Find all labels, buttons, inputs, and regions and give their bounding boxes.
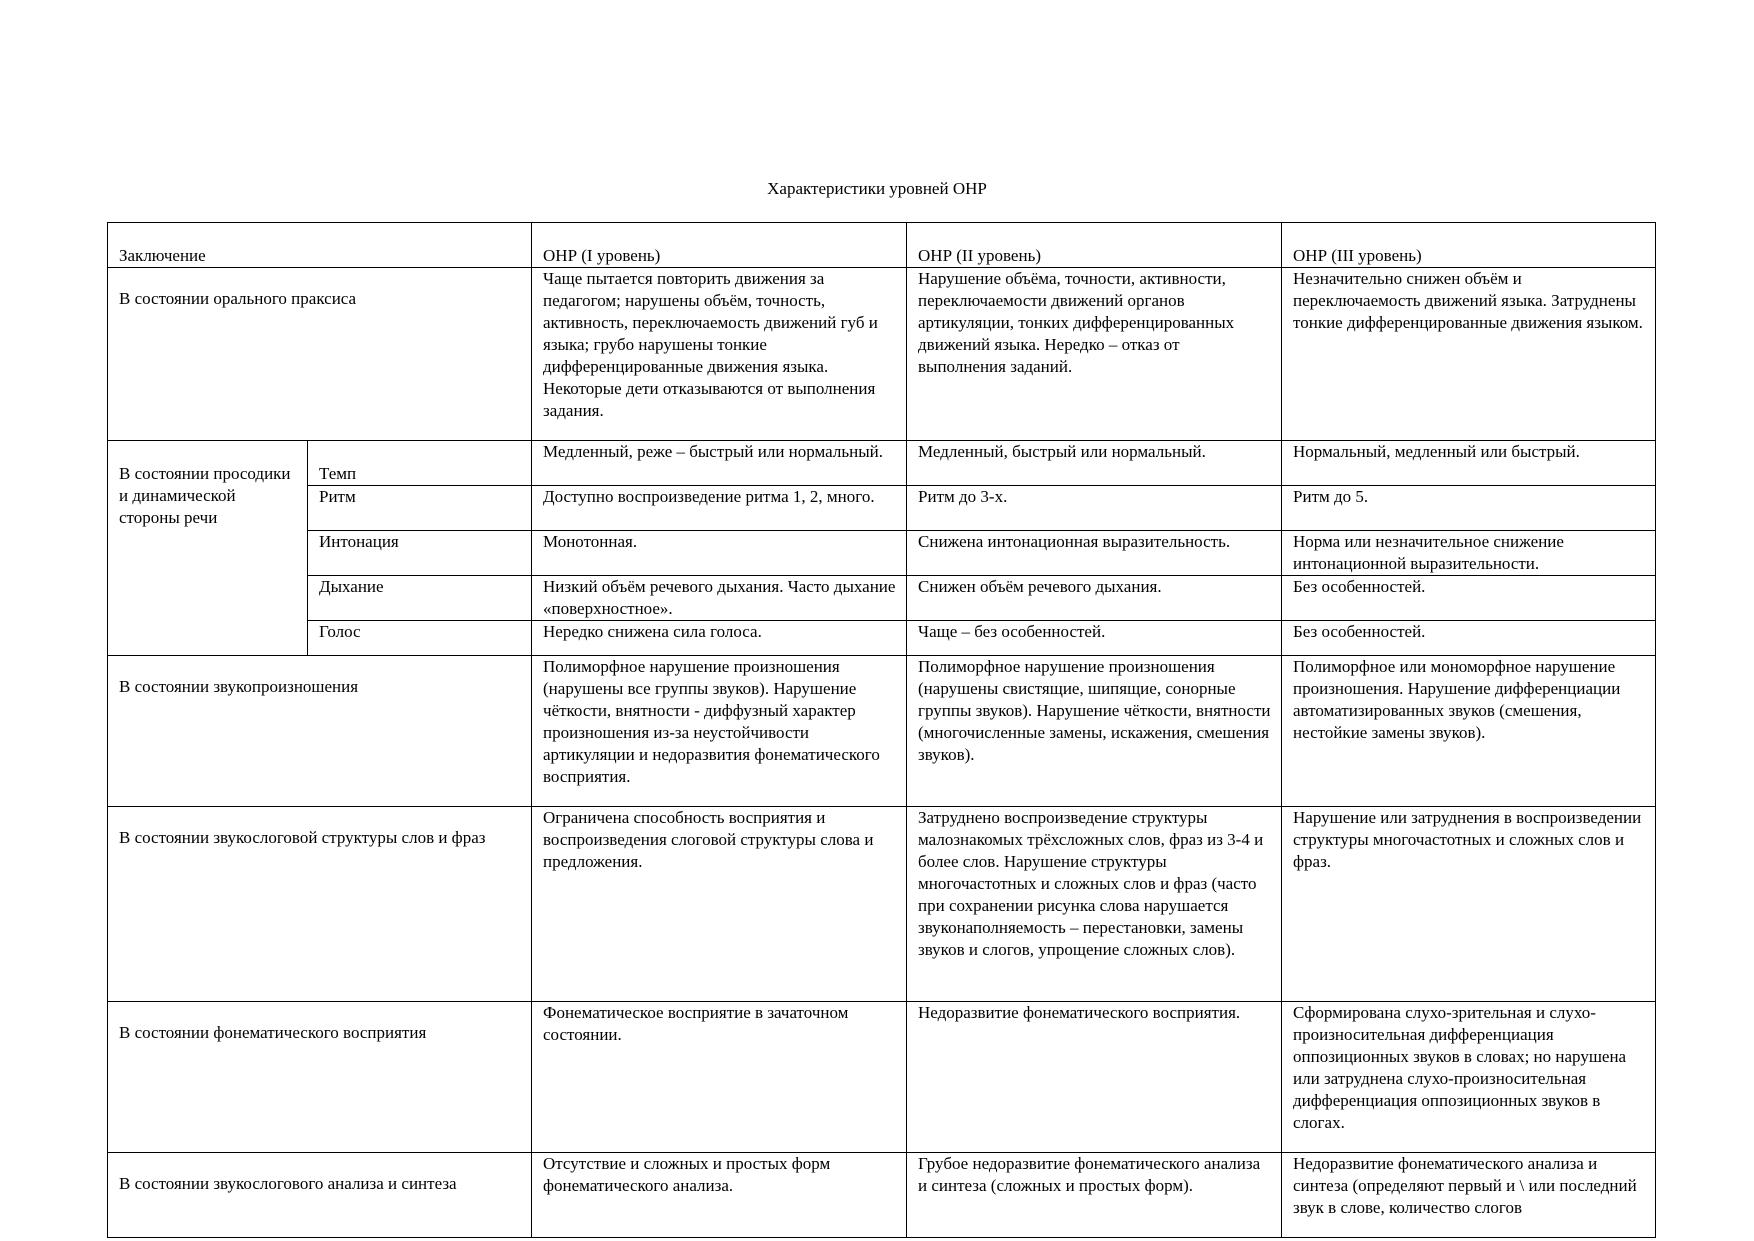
header-level-1: ОНР (I уровень) xyxy=(532,223,907,268)
row-label-sound-syllable-analysis: В состоянии звукослогового анализа и синтеза xyxy=(108,1153,532,1238)
table-row xyxy=(108,486,1656,531)
table-row xyxy=(108,531,1656,576)
cell-level-3: Ритм до 5. xyxy=(1282,486,1656,531)
cell-level-2: Снижена интонационная выразительность. xyxy=(907,531,1282,576)
ohr-levels-table xyxy=(107,222,1656,1238)
table-row xyxy=(108,268,1656,441)
cell-level-1: Ограничена способность восприятия и воспроизведения слоговой структуры слова и предложения. xyxy=(532,807,907,1002)
header-level-3: ОНР (III уровень) xyxy=(1282,223,1656,268)
cell-level-3: Недоразвитие фонематического анализа и синтеза (определяют первый и \ или последний звук в слове, количество слогов xyxy=(1282,1153,1656,1238)
row-label-sound-pronunciation: В состоянии звукопроизношения xyxy=(108,656,532,807)
table-row xyxy=(108,1002,1656,1153)
cell-level-1: Нередко снижена сила голоса. xyxy=(532,621,907,656)
cell-level-1: Отсутствие и сложных и простых форм фонематического анализа. xyxy=(532,1153,907,1238)
sub-label-intonation: Интонация xyxy=(308,531,532,576)
cell-level-3: Норма или незначительное снижение интонационной выразительности. xyxy=(1282,531,1656,576)
cell-level-2: Нарушение объёма, точности, активности, переключаемости движений органов артикуляции, тонких дифференцированных движений языка. Нередко – отказ от выполнения заданий. xyxy=(907,268,1282,441)
cell-level-3: Нарушение или затруднения в воспроизведении структуры многочастотных и сложных слов и фраз. xyxy=(1282,807,1656,1002)
cell-level-1: Низкий объём речевого дыхания. Часто дыхание «поверхностное». xyxy=(532,576,907,621)
cell-level-2: Полиморфное нарушение произношения (нарушены свистящие, шипящие, сонорные группы звуков). Нарушение чёткости, внятности (многочисленные замены, искажения, смешения звуков). xyxy=(907,656,1282,807)
row-label-syllable-structure: В состоянии звукослоговой структуры слов и фраз xyxy=(108,807,532,1002)
cell-level-3: Незначительно снижен объём и переключаемость движений языка. Затруднены тонкие дифференцированные движения языком. xyxy=(1282,268,1656,441)
table-row xyxy=(108,441,1656,486)
cell-level-1: Чаще пытается повторить движения за педагогом; нарушены объём, точность, активность, переключаемость движений губ и языка; грубо нарушены тонкие дифференцированные движения языка. Некоторые дети отказываются от выполнения задания. xyxy=(532,268,907,441)
cell-level-2: Снижен объём речевого дыхания. xyxy=(907,576,1282,621)
cell-level-1: Доступно воспроизведение ритма 1, 2, много. xyxy=(532,486,907,531)
table-row xyxy=(108,656,1656,807)
cell-level-3: Сформирована слухо-зрительная и слухо-произносительная дифференциация оппозиционных звуков в словах; но нарушена или затруднена слухо-произносительная дифференциация оппозиционных звуков в слогах. xyxy=(1282,1002,1656,1153)
row-label-prosody: В состоянии просодики и динамической стороны речи xyxy=(108,441,308,656)
cell-level-2: Затруднено воспроизведение структуры малознакомых трёхсложных слов, фраз из 3-4 и более слов. Нарушение структуры многочастотных и сложных слов и фраз (часто при сохранении рисунка слова нарушается звуконаполняемость – перестановки, замены звуков и слогов, упрощение сложных слов). xyxy=(907,807,1282,1002)
header-conclusion: Заключение xyxy=(108,223,532,268)
cell-level-1: Медленный, реже – быстрый или нормальный. xyxy=(532,441,907,486)
cell-level-1: Монотонная. xyxy=(532,531,907,576)
row-label-oral-praxis: В состоянии орального праксиса xyxy=(108,268,532,441)
cell-level-1: Полиморфное нарушение произношения (нарушены все группы звуков). Нарушение чёткости, внятности - диффузный характер произношения из-за неустойчивости артикуляции и недоразвития фонематического восприятия. xyxy=(532,656,907,807)
row-label-phonemic-perception: В состоянии фонематического восприятия xyxy=(108,1002,532,1153)
header-level-2: ОНР (II уровень) xyxy=(907,223,1282,268)
cell-level-2: Чаще – без особенностей. xyxy=(907,621,1282,656)
table-row xyxy=(108,807,1656,1002)
cell-level-2: Грубое недоразвитие фонематического анализа и синтеза (сложных и простых форм). xyxy=(907,1153,1282,1238)
page-title: Характеристики уровней ОНР xyxy=(767,179,987,198)
sub-label-rhythm: Ритм xyxy=(308,486,532,531)
table-row xyxy=(108,1153,1656,1238)
table-header-row xyxy=(108,223,1656,268)
cell-level-3: Полиморфное или мономорфное нарушение произношения. Нарушение дифференциации автоматизированных звуков (смешения, нестойкие замены звуков). xyxy=(1282,656,1656,807)
sub-label-voice: Голос xyxy=(308,621,532,656)
table-row xyxy=(108,621,1656,656)
sub-label-breathing: Дыхание xyxy=(308,576,532,621)
sub-label-tempo: Темп xyxy=(308,441,532,486)
cell-level-2: Медленный, быстрый или нормальный. xyxy=(907,441,1282,486)
cell-level-2: Недоразвитие фонематического восприятия. xyxy=(907,1002,1282,1153)
cell-level-2: Ритм до 3-х. xyxy=(907,486,1282,531)
table-row xyxy=(108,576,1656,621)
cell-level-3: Нормальный, медленный или быстрый. xyxy=(1282,441,1656,486)
cell-level-1: Фонематическое восприятие в зачаточном состоянии. xyxy=(532,1002,907,1153)
cell-level-3: Без особенностей. xyxy=(1282,576,1656,621)
cell-level-3: Без особенностей. xyxy=(1282,621,1656,656)
